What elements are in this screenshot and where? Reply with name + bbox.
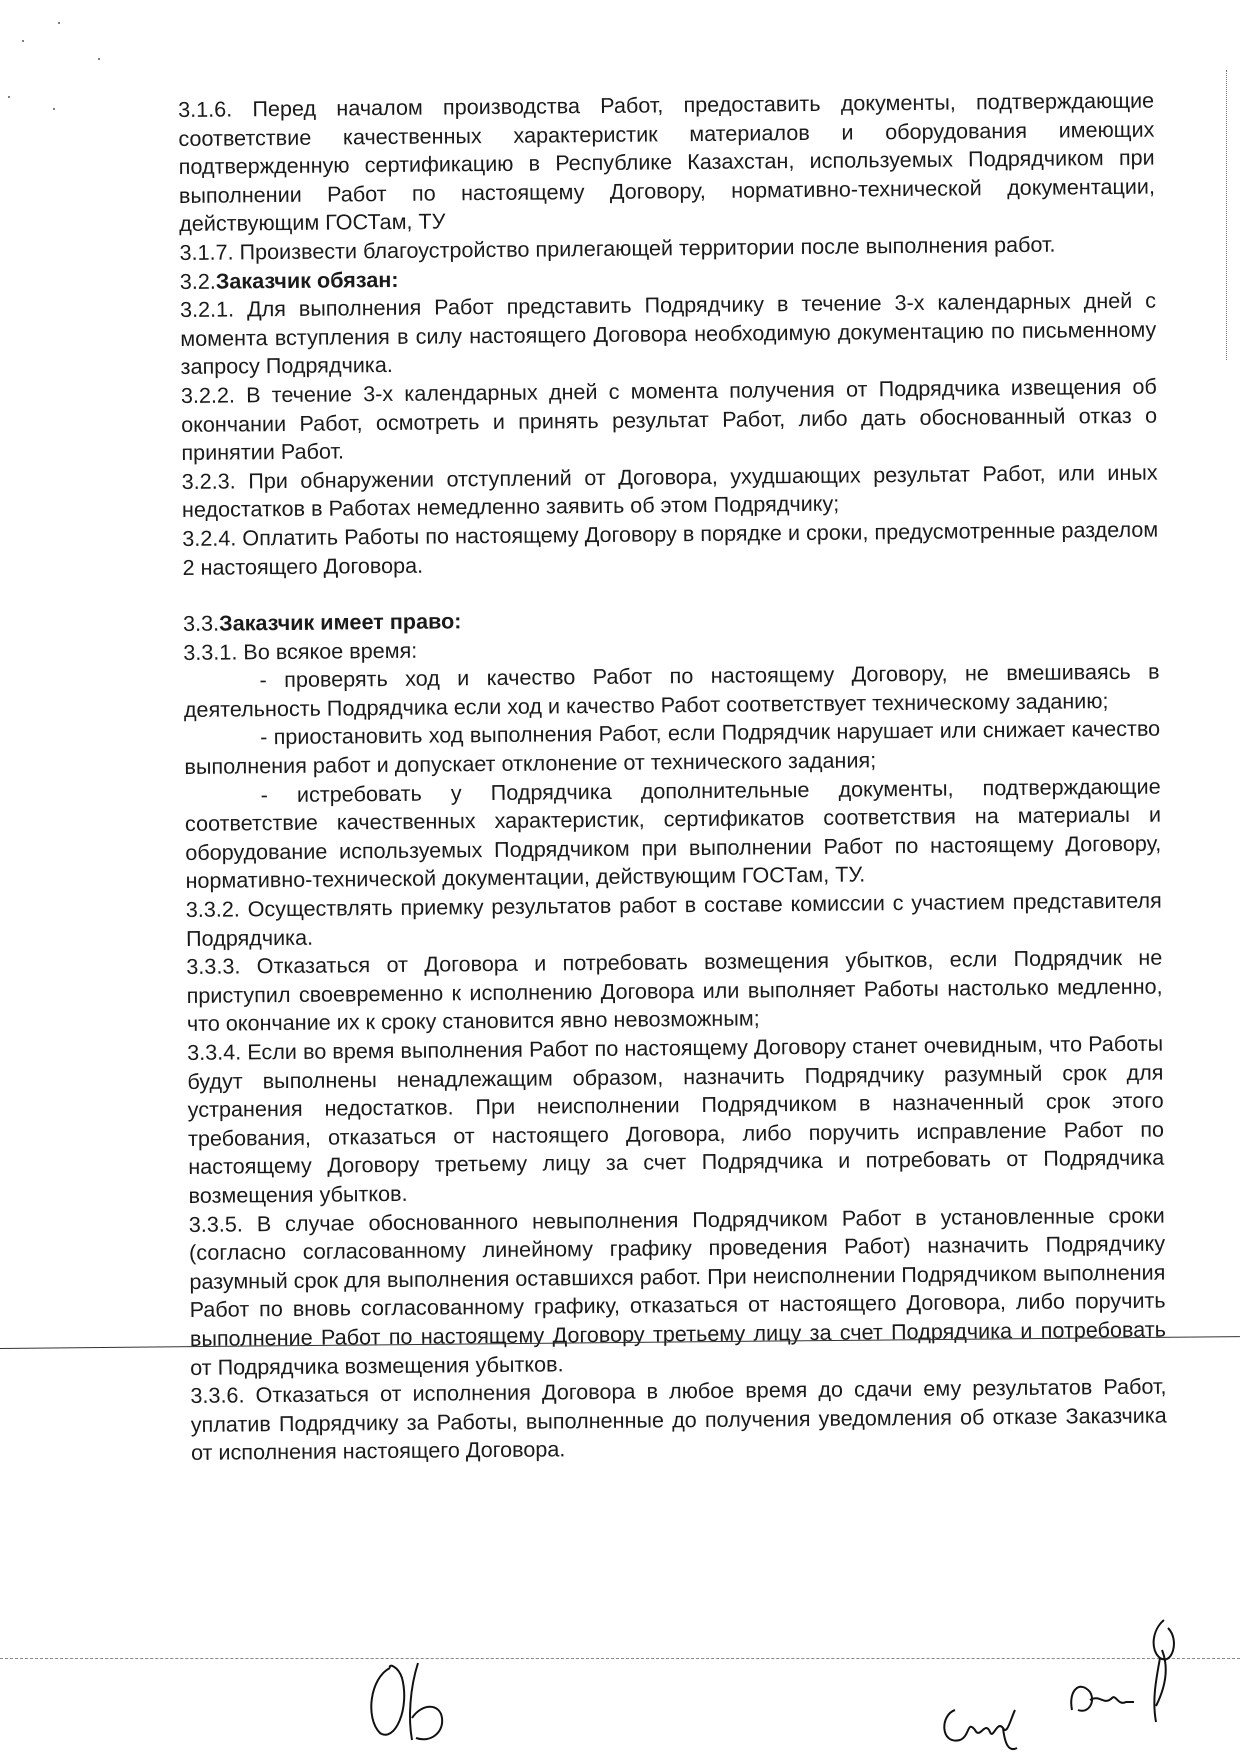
section-number: 3.2.	[179, 268, 216, 294]
clause-3-3-1-item-a: - проверять ход и качество Работ по настоящему Договору, не вмешиваясь в деятельность Подрядчика если ход и качество Работ соответствует техническому заданию;	[183, 658, 1160, 722]
clause-3-3-5: 3.3.5. В случае обоснованного невыполнения Подрядчиком Работ в установленные сроки (согласно согласованному линейному графику проведения Работ) назначить Подрядчику разумный срок для выполнения оставшихся работ. При неисполнении Подрядчиком выполнения Работ по вновь согласованному графику, отказаться от настоящего Договора, либо поручить выполнение Работ по настоящему Договору третьему лицу за счет Подрядчика и потребовать от Подрядчика возмещения убытков.	[188, 1202, 1167, 1380]
clause-3-1-7: 3.1.7. Произвести благоустройство прилегающей территории после выполнения работ.	[179, 231, 1056, 265]
clause-3-3-2: 3.3.2. Осуществлять приемку результатов работ в составе комиссии с участием представителя Подрядчика.	[185, 887, 1162, 951]
contract-text	[178, 87, 1167, 1468]
clause-3-3-1-item-c: - истребовать у Подрядчика дополнительные документы, подтверждающие соответствие качественных характеристик, сертификатов соответствия на материалы и оборудование используемых Подрядчиком при выполнении Работ по настоящему Договору, нормативно-технической документации, действующим ГОСТам, ТУ.	[184, 773, 1162, 894]
clause-3-2-1: 3.2.1. Для выполнения Работ представить Подрядчику в течение 3-х календарных дней с момента вступления в силу настоящего Договора необходимую документацию по письменному запросу Подрядчика.	[179, 287, 1157, 380]
clause-3-3-1: 3.3.1. Во всякое время:	[183, 637, 418, 665]
scan-speck	[22, 40, 24, 42]
signature-initials-right	[1060, 1610, 1190, 1730]
scan-speck	[98, 58, 100, 60]
clause-3-3-1-item-b: - приостановить ход выполнения Работ, если Подрядчик нарушает или снижает качество выполнения работ и допускает отклонение от технического задания;	[184, 716, 1161, 780]
signature-initials-left	[360, 1648, 480, 1748]
clause-3-2-2: 3.2.2. В течение 3-х календарных дней с момента получения от Подрядчика извещения об окончании Работ, осмотреть и принять результат Работ, либо дать обоснованный отказ о принятии Работ.	[180, 373, 1158, 466]
scan-speck	[8, 96, 10, 98]
scan-edge-mark	[1226, 70, 1227, 360]
page-fold-rule	[0, 1658, 1240, 1659]
clause-3-1-6: 3.1.6. Перед началом производства Работ, предоставить документы, подтверждающие соответствие качественных характеристик материалов и оборудования имеющих подтвержденную сертификацию в Республике Казахстан, используемых Подрядчиком при выполнении Работ по настоящему Договору, нормативно-технической документации, действующим ГОСТам, ТУ	[178, 87, 1156, 237]
section-title: Заказчик имеет право:	[218, 608, 462, 636]
section-title: Заказчик обязан:	[215, 266, 399, 294]
scan-speck	[53, 108, 55, 110]
signature-initials-middle	[935, 1690, 1045, 1760]
clause-3-2-4: 3.2.4. Оплатить Работы по настоящему Договору в порядке и сроки, предусмотренные разделом 2 настоящего Договора.	[182, 516, 1159, 580]
section-number: 3.3.	[182, 610, 220, 637]
clause-3-2-3: 3.2.3. При обнаружении отступлений от Договора, ухудшающих результат Работ, или иных недостатков в Работах немедленно заявить об этом Подрядчику;	[181, 459, 1158, 523]
clause-3-3-6: 3.3.6. Отказаться от исполнения Договора в любое время до сдачи ему результатов Работ, уплатив Подрядчику за Работы, выполненные до получения уведомления об отказе Заказчика от исполнения настоящего Договора.	[190, 1373, 1167, 1466]
scan-speck	[58, 22, 60, 24]
clause-3-3-3: 3.3.3. Отказаться от Договора и потребовать возмещения убытков, если Подрядчик не приступил своевременно к исполнению Договора или выполняет Работы настолько медленно, что окончание их к сроку становится явно невозможным;	[186, 944, 1163, 1037]
clause-3-3-4: 3.3.4. Если во время выполнения Работ по настоящему Договору станет очевидным, что Работы будут выполнены ненадлежащим образом, назначить Подрядчику разумный срок для устранения недостатков. При неисполнении Подрядчиком в назначенный срок этого требования, отказаться от настоящего Договора, либо поручить исправление Работ по настоящему Договору третьему лицу за счет Подрядчика и потребовать от Подрядчика возмещения убытков.	[187, 1030, 1165, 1208]
